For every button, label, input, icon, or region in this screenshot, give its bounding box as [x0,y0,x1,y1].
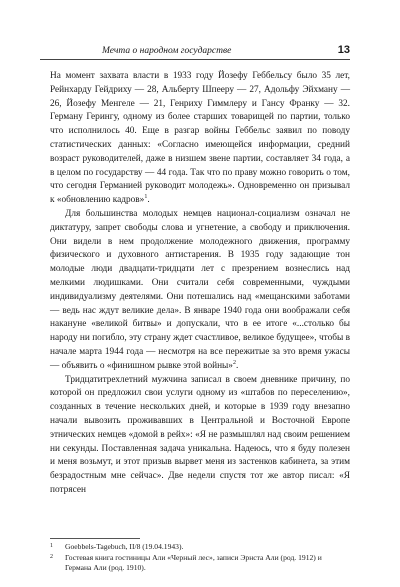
footnote [50,553,350,574]
footnote-rule [50,538,140,539]
running-head [40,44,350,62]
footnote-number: 1 [50,543,53,549]
paragraph [50,374,350,498]
footnotes [50,542,350,574]
header-rule [40,59,350,60]
paragraph: На момент захвата власти в 1933 году Йозефу Геббельсу было 35 лет, Рейнхарду Гейдриху — 28, Альберту Шпееру — 27, Адольфу Эйхману — 26, Йозефу Менгеле — 21, Генриху Гиммлеру и Гансу Франку — 32. Герману Герингу, одному из более старших товарищей по партии, только что исполнилось 40. Еще в разгар войны Геббельс заявил по поводу статистических данных: «Согласно имеющейся информации, средний возраст руководителей, даже в низшем звене партии, составляет 34 года, а в целом по государству — 44 года. Так что по праву можно говорить о том, что сегодня Германией руководит молодежь». Одновременно он призывал к «обновлению кадров»$^1$. [50,71,350,206]
paragraph-text: Тридцатитрехлетний мужчина записал в своем дневнике причину, по которой он предложил свои услуги одному из «штабов по переселению», созданных в течение нескольких дней, и которые в 1939 году внезапно начали вывозить проживавших в Центральной и Восточной Европе этнических немцев «домой в рейх»: «Я не размышлял над своим решением ни секунды. Поставленная задача уникальна. Надеюсь, что я буду полезен и меня возьмут, и этот призыв вырвет меня из застенков кабинета, за этим безрадостным мне сейчас». Две недели спустя тот же автор писал: «Я потрясен [50,374,350,495]
paragraph: Для большинства молодых немцев национал-социализм означал не диктатуру, запрет свободы слова и угнетение, а свободу и приключения. Они видели в нем продолжение молодежного движения, программу физического и духовного антистарения. В 1935 году задающие тон молодые люди двадцати-тридцати лет с презрением вознеслись над мелкими людишками. Они считали себя современными, чуждыми индивидуализму деятелями. Они потешались над «мещанскими заботами — ведь нас ждут великие дела». В январе 1940 года они воображали себя накануне «великой битвы» и допускали, что в ее итоге «...столько бы народу ни погибло, эту страну ждет счастливое, великое будущее», чтобы в начале марта 1944 года — несмотря на все пережитые за это время ужасы — объявить о «финишном рывке этой войны»$^2$. [50,208,350,371]
paragraph-text: На момент захвата власти в 1933 году Йозефу Геббельсу было 35 лет, Рейнхарду Гейдриху — 28, Альберту Шпееру — 27, Адольфу Эйхману — 26, Йозефу Менгеле — 21, Генриху Гиммлеру и Гансу Франку — 32. Герману Герингу, одному из более старших товарищей по партии, только что исполнилось 40. Еще в разгар войны Геббельс заявил по поводу статистических данных: «Согласно имеющейся информации, средний возраст руководителей, даже в низшем звене партии, составляет 34 года, а в целом по государству — 44 года. Так что по праву можно говорить о том, что сегодня Германией руководит молодежь». Одновременно он призывал к «обновлению кадров» [50,71,350,206]
footnote-text: Goebbels-Tagebuch, II/8 (19.04.1943). [65,542,184,551]
footnote-text: Гостевая книга гостиницы Али «Черный лес», записи Эрнста Али (род. 1912) и Германа Али (род. 1910). [65,552,322,572]
footnote-ref: 1 [144,194,148,201]
body-text [50,70,350,498]
page-number: 13 [337,44,350,56]
footnote-number: 2 [50,553,53,560]
footnote-ref: 2 [232,359,236,366]
footnote [50,542,350,553]
running-head-title: Мечта о народном государстве [102,46,232,56]
paragraph-text: Для большинства молодых немцев национал-социализм означал не диктатуру, запрет свободы слова и угнетение, а свободу и приключения. Они видели в нем продолжение молодежного движения, программу физического и духовного антистарения. В 1935 году задающие тон молодые люди двадцати-тридцати лет с презрением вознеслись над мелкими людишками. Они считали себя современными, чуждыми индивидуализму деятелями. Они потешались над «мещанскими заботами — ведь нас ждут великие дела». В январе 1940 года они воображали себя накануне «великой битвы» и допускали, что в ее итоге «...столько бы народу ни погибло, эту страну ждет счастливое, великое будущее», чтобы в начале марта 1944 года — несмотря на все пережитые за это время ужасы — объявить о «финишном рывке этой войны» [50,208,350,371]
